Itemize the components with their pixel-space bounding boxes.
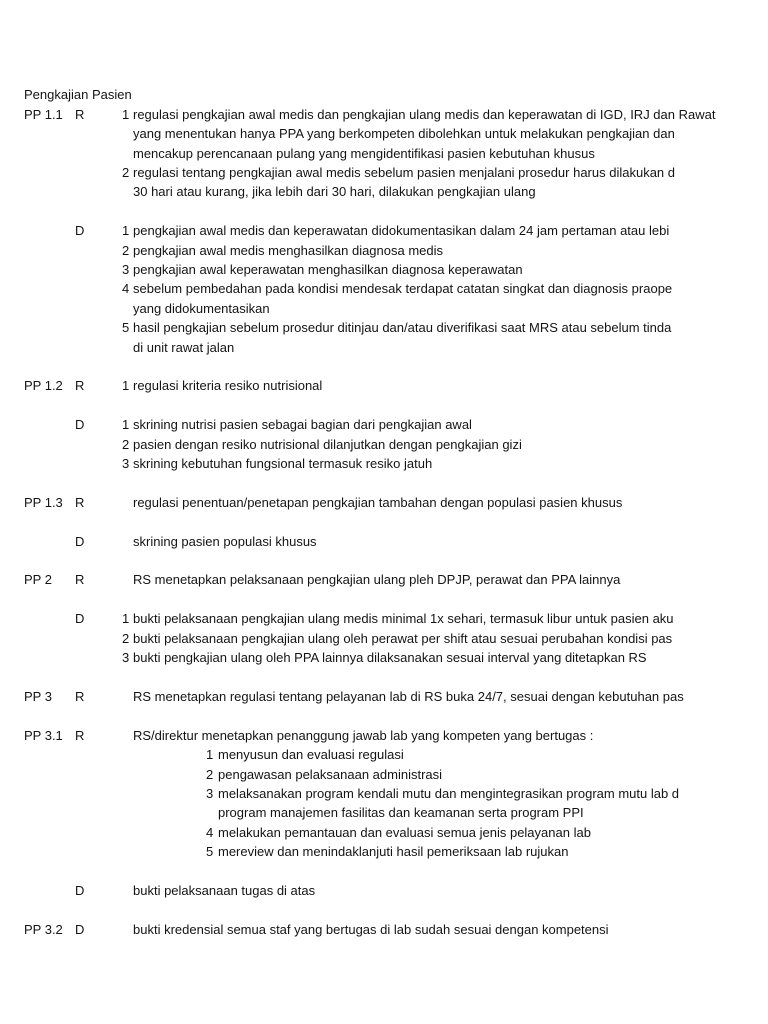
sub-item-text: melakukan pemantauan dan evaluasi semua jenis pelayanan lab: [218, 824, 591, 840]
table-row: [0, 338, 718, 357]
item-number: 2: [122, 164, 130, 180]
section-heading: Pengkajian Pasien: [24, 87, 132, 103]
blank-row: [0, 357, 718, 376]
item-text: bukti pelaksanaan pengkajian ulang medis minimal 1x sehari, termasuk libur untuk pasien aku: [133, 611, 674, 627]
item-text: RS menetapkan regulasi tentang pelayanan lab di RS buka 24/7, sesuai dengan kebutuhan pas: [133, 688, 684, 704]
item-code: PP 3.2: [24, 921, 63, 937]
item-number: 3: [122, 650, 130, 666]
sub-item-text: program manajemen fasilitas dan keamanan serta program PPI: [218, 805, 584, 821]
item-code: PP 1.2: [24, 378, 63, 394]
item-number: 5: [122, 320, 130, 336]
item-text: pengkajian awal keperawatan menghasilkan diagnosa keperawatan: [133, 261, 523, 277]
table-row: [0, 105, 718, 124]
item-text: pengkajian awal medis menghasilkan diagnosa medis: [133, 242, 444, 258]
table-row: [0, 279, 718, 298]
item-text: regulasi pengkajian awal medis dan pengkajian ulang medis dan keperawatan di IGD, IRJ dan Rawat: [133, 106, 716, 122]
item-number: 1: [122, 611, 130, 627]
item-number: 2: [122, 630, 130, 646]
table-row: [0, 726, 718, 745]
item-type: D: [75, 533, 85, 549]
item-text: bukti pelaksanaan tugas di atas: [133, 882, 316, 898]
sub-item-number: 4: [206, 824, 214, 840]
item-type: D: [75, 223, 85, 239]
table-row: [0, 570, 718, 589]
sub-item-text: menyusun dan evaluasi regulasi: [218, 747, 404, 763]
table-row: [0, 803, 718, 822]
item-type: R: [75, 688, 85, 704]
table-row: [0, 241, 718, 260]
item-text: bukti kredensial semua staf yang bertugas di lab sudah sesuai dengan kompetensi: [133, 921, 609, 937]
table-row: [0, 687, 718, 706]
item-text: bukti pengkajian ulang oleh PPA lainnya dilaksanakan sesuai interval yang ditetapkan RS: [133, 650, 647, 666]
item-type: R: [75, 494, 85, 510]
item-text: sebelum pembedahan pada kondisi mendesak terdapat catatan singkat dan diagnosis praope: [133, 281, 673, 297]
table-row: [0, 493, 718, 512]
item-code: PP 3: [24, 688, 52, 704]
blank-row: [0, 706, 718, 725]
blank-row: [0, 590, 718, 609]
item-type: D: [75, 611, 85, 627]
table-row: [0, 435, 718, 454]
blank-row: [0, 551, 718, 570]
blank-row: [0, 473, 718, 492]
item-number: 1: [122, 417, 130, 433]
sub-item-number: 3: [206, 785, 214, 801]
item-text: hasil pengkajian sebelum prosedur ditinjau dan/atau diverifikasi saat MRS atau sebelum tinda: [133, 320, 672, 336]
item-number: 2: [122, 436, 130, 452]
item-type: R: [75, 727, 85, 743]
table-row: [0, 124, 718, 143]
blank-row: [0, 396, 718, 415]
item-text: yang didokumentasikan: [133, 300, 270, 316]
item-code: PP 2: [24, 572, 52, 588]
item-text: skrining pasien populasi khusus: [133, 533, 317, 549]
item-text: di unit rawat jalan: [133, 339, 235, 355]
table-row: [0, 609, 718, 628]
item-text: regulasi kriteria resiko nutrisional: [133, 378, 323, 394]
table-row: [0, 629, 718, 648]
item-number: 3: [122, 261, 130, 277]
sub-item-number: 1: [206, 747, 214, 763]
item-type: R: [75, 378, 85, 394]
item-text: RS menetapkan pelaksanaan pengkajian ulang pleh DPJP, perawat dan PPA lainnya: [133, 572, 621, 588]
sub-item-text: pengawasan pelaksanaan administrasi: [218, 766, 443, 782]
item-text: skrining kebutuhan fungsional termasuk resiko jatuh: [133, 456, 433, 472]
sub-item-number: 5: [206, 844, 214, 860]
item-number: 3: [122, 456, 130, 472]
table-row: [0, 221, 718, 240]
item-text: skrining nutrisi pasien sebagai bagian dari pengkajian awal: [133, 417, 472, 433]
table-row: [0, 163, 718, 182]
item-text: yang menentukan hanya PPA yang berkompeten dibolehkan untuk melakukan pengkajian dan: [133, 126, 675, 142]
item-code: PP 1.3: [24, 494, 63, 510]
item-text: regulasi penentuan/penetapan pengkajian tambahan dengan populasi pasien khusus: [133, 494, 623, 510]
table-row: [0, 784, 718, 803]
blank-row: [0, 862, 718, 881]
table-row: [0, 648, 718, 667]
table-row: [0, 823, 718, 842]
blank-row: [0, 202, 718, 221]
item-type: R: [75, 106, 85, 122]
heading-row: [0, 85, 718, 104]
item-number: 1: [122, 106, 130, 122]
table-row: [0, 765, 718, 784]
table-row: [0, 532, 718, 551]
item-text: regulasi tentang pengkajian awal medis sebelum pasien menjalani prosedur harus dilakukan d: [133, 164, 676, 180]
item-type: D: [75, 417, 85, 433]
table-row: [0, 144, 718, 163]
item-type: R: [75, 572, 85, 588]
item-number: 1: [122, 378, 130, 394]
table-row: [0, 454, 718, 473]
table-row: [0, 745, 718, 764]
table-row: [0, 842, 718, 861]
table-row: [0, 881, 718, 900]
table-row: [0, 920, 718, 939]
blank-row: [0, 900, 718, 919]
item-text: 30 hari atau kurang, jika lebih dari 30 hari, dilakukan pengkajian ulang: [133, 184, 536, 200]
sub-item-text: melaksanakan program kendali mutu dan mengintegrasikan program mutu lab d: [218, 785, 680, 801]
item-code: PP 1.1: [24, 106, 63, 122]
item-text: pengkajian awal medis dan keperawatan didokumentasikan dalam 24 jam pertaman atau lebi: [133, 223, 670, 239]
blank-row: [0, 667, 718, 686]
table-row: [0, 260, 718, 279]
item-text: mencakup perencanaan pulang yang mengidentifikasi pasien kebutuhan khusus: [133, 145, 595, 161]
item-text: bukti pelaksanaan pengkajian ulang oleh perawat per shift atau sesuai perubahan kondisi pas: [133, 630, 673, 646]
table-row: [0, 415, 718, 434]
table-row: [0, 299, 718, 318]
sub-item-text: mereview dan menindaklanjuti hasil pemeriksaan lab rujukan: [218, 844, 569, 860]
table-row: [0, 318, 718, 337]
item-type: D: [75, 882, 85, 898]
sub-item-number: 2: [206, 766, 214, 782]
item-type: D: [75, 921, 85, 937]
blank-row: [0, 512, 718, 531]
item-code: PP 3.1: [24, 727, 63, 743]
item-number: 1: [122, 223, 130, 239]
item-number: 2: [122, 242, 130, 258]
item-number: 4: [122, 281, 130, 297]
table-row: [0, 376, 718, 395]
table-row: [0, 182, 718, 201]
item-text: RS/direktur menetapkan penanggung jawab lab yang kompeten yang bertugas :: [133, 727, 594, 743]
item-text: pasien dengan resiko nutrisional dilanjutkan dengan pengkajian gizi: [133, 436, 522, 452]
document-sheet: [0, 85, 718, 939]
